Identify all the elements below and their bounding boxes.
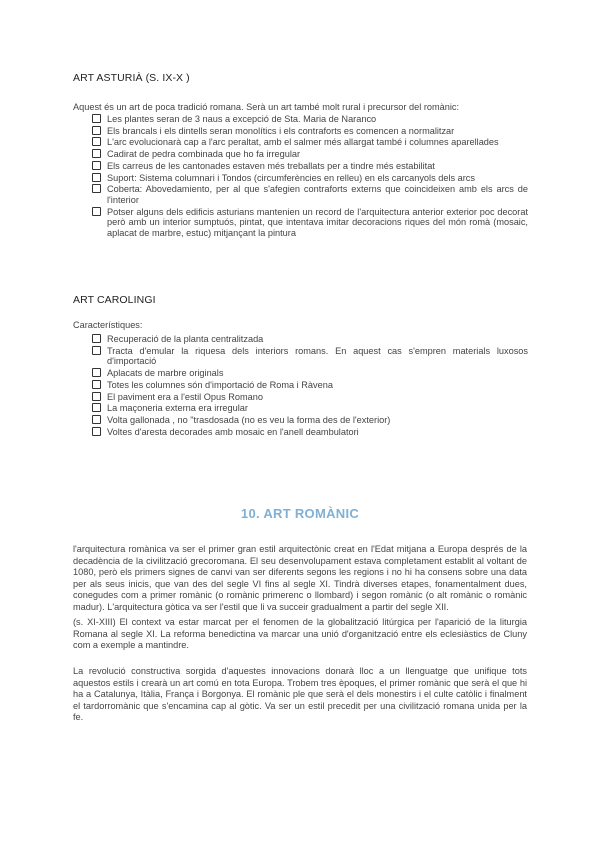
list-item: Recuperació de la planta centralitzada xyxy=(92,334,528,345)
list-item: Totes les columnes són d'importació de Roma i Ràvena xyxy=(92,380,528,391)
section-title: 10. ART ROMÀNIC xyxy=(240,506,360,521)
carolingian-checklist xyxy=(92,334,528,438)
list-item: Coberta: Abovedamiento, per al que s'afegien contraforts externs que coincideixen amb els arcs de l'interior xyxy=(92,184,528,205)
checkbox[interactable] xyxy=(92,207,101,216)
list-item: Tracta d'emular la riquesa dels interiors romans. En aquest cas s'empren materials luxosos d'importació xyxy=(92,346,528,367)
checkbox[interactable] xyxy=(92,126,101,135)
list-item: Els carreus de les cantonades estaven més treballats per a tindre més estabilitat xyxy=(92,161,528,172)
list-item: Aplacats de marbre originals xyxy=(92,368,528,379)
checkbox[interactable] xyxy=(92,137,101,146)
asturian-intro: Aquest és un art de poca tradició romana. Serà un art també molt rural i precursor del romànic: xyxy=(73,102,460,112)
checkbox[interactable] xyxy=(92,392,101,401)
checkbox[interactable] xyxy=(92,184,101,193)
romanesque-paragraph-1: l'arquitectura romànica va ser el primer gran estil arquitectònic creat en l'Edat mitjana a Europa després de la decadència de la civilització grecoromana. El seu desenvolupament estava completament establit al voltant de 1080, però els primers signes de canvi van ser diferents segons les regions i no hi ha consens sobre una data per als seus inicis, que van des del segle VI fins al segle XI. Tindrà diverses etapes, fonamentalment dues, conegudes com a primer romànic (o romànic primerenc o llombard) i segon romànic (o alt romànic o romànic madur). L'arquitectura gòtica va ser l'estil que li va succeir gradualment a partir del segle XII. xyxy=(73,544,527,612)
checkbox[interactable] xyxy=(92,173,101,182)
checkbox[interactable] xyxy=(92,380,101,389)
carolingian-intro: Característiques: xyxy=(73,320,143,330)
checkbox[interactable] xyxy=(92,368,101,377)
asturian-checklist xyxy=(92,114,528,240)
checkbox[interactable] xyxy=(92,114,101,123)
list-item: Les plantes seran de 3 naus a excepció de Sta. Maria de Naranco xyxy=(92,114,528,125)
list-item: Potser alguns dels edificis asturians mantenien un record de l'arquitectura anterior exterior poc decorat però amb un interior sumptuós, pintat, que intentava imitar decoracions riques del món romà (mosaic, aplacat de marbre, estuc) mitjançant la pintura xyxy=(92,207,528,239)
list-item: La maçoneria externa era irregular xyxy=(92,403,528,414)
checkbox[interactable] xyxy=(92,403,101,412)
list-item: Suport: Sistema columnari i Tondos (circumferències en relleu) en els carcanyols dels arcs xyxy=(92,173,528,184)
checkbox[interactable] xyxy=(92,415,101,424)
list-item: Cadirat de pedra combinada que ho fa irregular xyxy=(92,149,528,160)
asturian-heading: ART ASTURIÀ (S. IX-X ) xyxy=(73,72,190,84)
list-item: L'arc evolucionarà cap a l'arc peraltat, amb el salmer més allargat també i columnes aparellades xyxy=(92,137,528,148)
romanesque-paragraph-3: La revolució constructiva sorgida d'aquestes innovacions donarà lloc a un llenguatge que unifique tots aquestos estils i crearà un art comú en tota Europa. Trobem tres èpoques, el primer romànic que serà el que hi ha a Catalunya, Itàlia, França i Borgonya. El romànic ple que serà el dels monestirs i el culte catòlic i finalment el tardorromànic que s'encamina cap al gòtic. Va ser un estil precedit per una civilització romana unida per la fe. xyxy=(73,666,527,723)
romanesque-paragraph-2: (s. XI-XIII) El context va estar marcat per el fenomen de la globalització litúrgica per l'aparició de la liturgia Romana al segle XI. La reforma benedictina va marcar una unió d'organització entre els eclesiàstics de Cluny com a exemple a mantindre. xyxy=(73,617,527,651)
carolingian-heading: ART CAROLINGI xyxy=(73,294,156,306)
checkbox[interactable] xyxy=(92,161,101,170)
list-item: Volta gallonada , no "trasdosada (no es veu la forma des de l'exterior) xyxy=(92,415,528,426)
list-item: Els brancals i els dintells seran monolítics i els contraforts es comencen a normalitzar xyxy=(92,126,528,137)
checkbox[interactable] xyxy=(92,427,101,436)
list-item: Voltes d'aresta decorades amb mosaic en l'anell deambulatori xyxy=(92,427,528,438)
checkbox[interactable] xyxy=(92,334,101,343)
checkbox[interactable] xyxy=(92,346,101,355)
list-item: El paviment era a l'estil Opus Romano xyxy=(92,392,528,403)
checkbox[interactable] xyxy=(92,149,101,158)
